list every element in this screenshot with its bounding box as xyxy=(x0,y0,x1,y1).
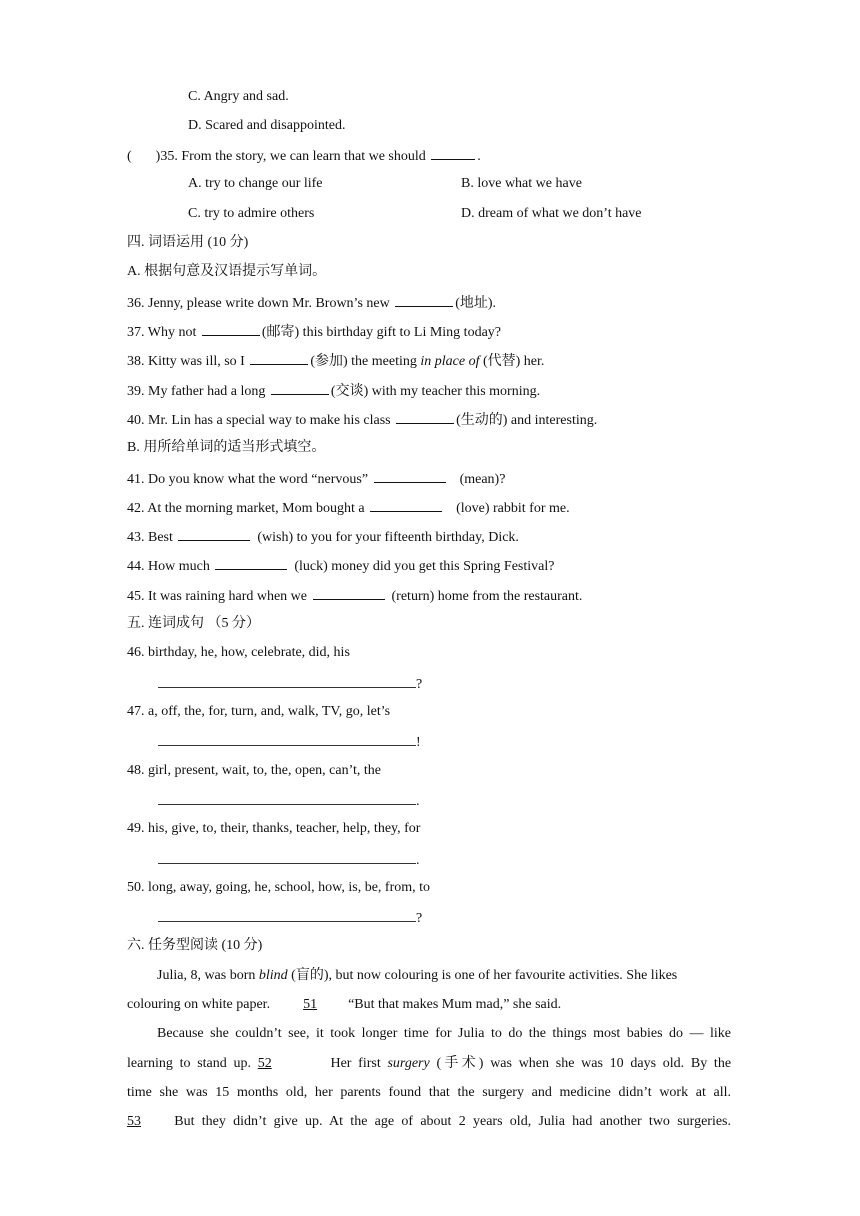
q44-hint: (luck) money did you get this Spring Festival? xyxy=(294,559,555,574)
answer-blank[interactable] xyxy=(178,526,250,541)
passage-italic: surgery xyxy=(387,1056,430,1071)
q37-text: 37. Why not xyxy=(127,325,197,340)
passage-text: “But that makes Mum mad,” she said. xyxy=(348,997,562,1012)
section6-title: 六. 任务型阅读 (10 分) xyxy=(127,938,263,953)
q35-option-a: A. try to change our life xyxy=(188,176,323,191)
passage-line-6 xyxy=(127,1112,731,1132)
q42-hint: (love) rabbit for me. xyxy=(456,501,570,516)
q46-answer-line[interactable] xyxy=(158,673,422,695)
answer-blank[interactable] xyxy=(313,585,385,600)
q39-text: 39. My father had a long xyxy=(127,384,266,399)
q47: 47. a, off, the, for, turn, and, walk, TV, go, let’s xyxy=(127,704,391,719)
q47-end: ! xyxy=(416,735,421,750)
blank-51[interactable]: 51 xyxy=(303,997,318,1012)
q44 xyxy=(127,555,554,577)
q41 xyxy=(127,468,505,490)
answer-blank[interactable] xyxy=(431,145,475,160)
passage-line-5: time she was 15 months old, her parents found that the surgery and medicine didn’t work at all. xyxy=(127,1085,731,1100)
blank-52[interactable]: 52 xyxy=(257,1056,272,1071)
answer-blank[interactable] xyxy=(271,380,329,395)
q37 xyxy=(127,321,501,343)
passage-line-1 xyxy=(157,966,677,986)
q35-question: 35. From the story, we can learn that we should xyxy=(160,149,426,164)
q45-hint: (return) home from the restaurant. xyxy=(391,589,583,604)
q40 xyxy=(127,409,597,431)
q50-end: ? xyxy=(416,911,423,926)
q50: 50. long, away, going, he, school, how, is, be, from, to xyxy=(127,880,431,895)
q38-phrase: in place of xyxy=(420,354,480,369)
q43-hint: (wish) to you for your fifteenth birthday, Dick. xyxy=(257,530,519,545)
q48-end: . xyxy=(416,794,420,809)
passage-text: colouring on white paper. xyxy=(127,997,271,1012)
answer-blank[interactable] xyxy=(250,350,308,365)
section5-title: 五. 连词成句 （5 分） xyxy=(127,616,260,631)
q40-hint: (生动的) and interesting. xyxy=(456,413,598,428)
passage-line-2 xyxy=(127,995,561,1015)
q47-answer-line[interactable] xyxy=(158,731,421,753)
q39-hint: (交谈) with my teacher this morning. xyxy=(330,384,541,399)
q35-end: . xyxy=(477,149,481,164)
q48-answer-line[interactable] xyxy=(158,790,420,812)
q45-text: 45. It was raining hard when we xyxy=(127,589,308,604)
q42 xyxy=(127,497,570,519)
q49: 49. his, give, to, their, thanks, teacher, help, they, for xyxy=(127,821,421,836)
q46: 46. birthday, he, how, celebrate, did, his xyxy=(127,645,350,660)
answer-blank[interactable] xyxy=(395,292,453,307)
q37-hint: (邮寄) this birthday gift to Li Ming today? xyxy=(261,325,501,340)
q40-text: 40. Mr. Lin has a special way to make his class xyxy=(127,413,391,428)
section4-part-a: A. 根据句意及汉语提示写单词。 xyxy=(127,264,327,279)
q43 xyxy=(127,526,519,548)
q34-option-d: D. Scared and disappointed. xyxy=(188,118,346,133)
q49-end: . xyxy=(416,853,420,868)
q38-hint: (参加) the meeting xyxy=(310,354,417,369)
passage-text: (手术) was when she was 10 days old. By the xyxy=(436,1056,732,1071)
passage-text: Her first xyxy=(330,1056,381,1071)
q38-text: 38. Kitty was ill, so I xyxy=(127,354,245,369)
q39 xyxy=(127,380,540,402)
answer-blank[interactable] xyxy=(215,555,287,570)
q35-option-c: C. try to admire others xyxy=(188,206,315,221)
q36 xyxy=(127,292,496,314)
section4-part-b: B. 用所给单词的适当形式填空。 xyxy=(127,440,326,455)
passage-italic: blind xyxy=(258,968,288,983)
answer-paren-close: ) xyxy=(155,149,161,164)
passage-text: learning to stand up. xyxy=(127,1056,251,1071)
section4-title: 四. 词语运用 (10 分) xyxy=(127,235,249,250)
q41-hint: (mean)? xyxy=(459,472,506,487)
blank-53[interactable]: 53 xyxy=(127,1114,141,1129)
q36-text: 36. Jenny, please write down Mr. Brown’s new xyxy=(127,296,390,311)
passage-text: (盲的), but now colouring is one of her favourite activities. She likes xyxy=(291,968,678,983)
q49-answer-line[interactable] xyxy=(158,849,420,871)
q34-option-c: C. Angry and sad. xyxy=(188,89,289,104)
q43-text: 43. Best xyxy=(127,530,173,545)
q44-text: 44. How much xyxy=(127,559,210,574)
q46-end: ? xyxy=(416,677,423,692)
answer-blank[interactable] xyxy=(396,409,454,424)
q35-option-d: D. dream of what we don’t have xyxy=(461,206,642,221)
q48: 48. girl, present, wait, to, the, open, can’t, the xyxy=(127,763,382,778)
answer-blank[interactable] xyxy=(370,497,442,512)
answer-paren-open: ( xyxy=(127,149,132,164)
answer-blank[interactable] xyxy=(202,321,260,336)
q38-end: (代替) her. xyxy=(482,354,545,369)
answer-blank[interactable] xyxy=(374,468,446,483)
passage-text: Julia, 8, was born xyxy=(157,968,256,983)
q50-answer-line[interactable] xyxy=(158,907,422,929)
q35-stem xyxy=(127,145,481,167)
q42-text: 42. At the morning market, Mom bought a xyxy=(127,501,365,516)
q41-text: 41. Do you know what the word “nervous” xyxy=(127,472,369,487)
passage-text: But they didn’t give up. At the age of about 2 years old, Julia had another two surgeries. xyxy=(174,1114,731,1129)
q45 xyxy=(127,585,582,607)
passage-line-4 xyxy=(127,1054,731,1074)
passage-line-3: Because she couldn’t see, it took longer time for Julia to do the things most babies do — like xyxy=(157,1026,731,1041)
q38 xyxy=(127,350,544,372)
q35-option-b: B. love what we have xyxy=(461,176,582,191)
q36-hint: (地址). xyxy=(455,296,497,311)
